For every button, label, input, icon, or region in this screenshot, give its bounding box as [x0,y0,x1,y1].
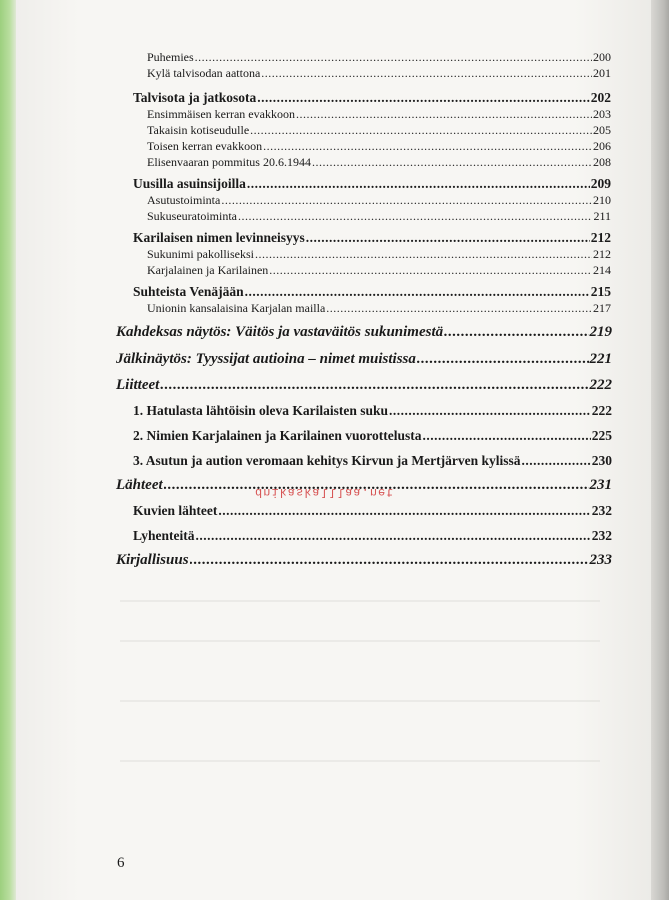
leader-dots [257,90,589,106]
toc-chapter-page: 221 [589,351,612,367]
toc-chapter-page: 233 [589,552,612,568]
toc-section[interactable] [133,90,611,106]
toc-chapter[interactable] [116,351,612,368]
leader-dots [196,528,591,544]
toc-section-page: 209 [590,176,611,191]
toc-entry-page: 201 [593,66,611,80]
toc-entry-page: 217 [593,301,611,315]
toc-section-label: Uusilla asuinsijoilla [133,176,246,191]
toc-section-page: 232 [591,503,612,518]
toc-chapter-label: Kirjallisuus [116,552,189,568]
toc-section-page: 202 [590,90,611,105]
show-through-line [120,600,600,602]
toc-entry-label: Elisenvaaran pommitus 20.6.1944 [147,155,311,169]
toc-entry-page: 203 [593,107,611,121]
toc-appendix-label: 1. Hatulasta lähtöisin oleva Karilaisten suku [133,403,389,418]
mirrored-stamp-watermark: dnikaskalllaa.net [255,485,395,499]
toc-section[interactable] [133,284,611,300]
toc-entry[interactable] [147,247,611,262]
leader-dots [238,209,592,224]
toc-chapter-label: Kahdeksas näytös: Väitös ja vastaväitös sukunimestä [116,324,444,340]
toc-entry-label: Unionin kansalaisina Karjalan mailla [147,301,326,315]
leader-dots [263,139,592,154]
leader-dots [417,351,589,368]
toc-entry-page: 200 [593,50,611,64]
toc-chapter[interactable] [116,552,612,569]
toc-chapter-page: 219 [589,324,612,340]
toc-chapter-label: Liitteet [116,377,160,393]
leader-dots [296,107,592,122]
toc-entry-page: 210 [593,193,611,207]
book-edge-green [0,0,16,900]
toc-appendix-page: 225 [591,428,612,443]
leader-dots [269,263,592,278]
toc-entry-page: 214 [593,263,611,277]
toc-entry-page: 208 [593,155,611,169]
show-through-line [120,640,600,642]
toc-section-label: Suhteista Venäjään [133,284,244,299]
toc-entry[interactable] [147,193,611,208]
leader-dots [326,301,592,316]
toc-entry-page: 205 [593,123,611,137]
toc-section-label: Talvisota ja jatkosota [133,90,257,105]
toc-appendix-label: 3. Asutun ja aution veromaan kehitys Kirvun ja Mertjärven kylissä [133,453,521,468]
toc-entry[interactable] [147,107,611,122]
toc-section-page: 212 [590,230,611,245]
toc-entry[interactable] [147,50,611,65]
toc-entry[interactable] [147,263,611,278]
toc-section-label: Kuvien lähteet [133,503,218,518]
toc-section[interactable] [133,503,612,519]
leader-dots [261,66,592,81]
toc-entry-label: Takaisin kotiseudulle [147,123,250,137]
toc-chapter[interactable] [116,377,612,394]
leader-dots [190,552,589,569]
toc-entry-label: Sukuseuratoiminta [147,209,237,223]
toc-entry-label: Asutustoiminta [147,193,221,207]
leader-dots [218,503,590,519]
toc-entry[interactable] [147,139,611,154]
leader-dots [255,247,592,262]
leader-dots [522,453,591,469]
toc-entry-label: Karjalainen ja Karilainen [147,263,269,277]
leader-dots [250,123,592,138]
toc-section[interactable] [133,176,611,192]
toc-entry-page: 206 [593,139,611,153]
toc-entry[interactable] [147,209,611,224]
show-through-line [120,760,600,762]
toc-entry[interactable] [147,155,611,170]
toc-appendix-page: 222 [591,403,612,418]
toc-appendix[interactable] [133,428,612,444]
leader-dots [160,377,588,394]
toc-appendix[interactable] [133,403,612,419]
toc-section[interactable] [133,230,611,246]
toc-entry-page: 211 [593,209,611,223]
toc-appendix-label: 2. Nimien Karjalainen ja Karilainen vuorottelusta [133,428,422,443]
toc-entry[interactable] [147,66,611,81]
leader-dots [444,324,588,341]
toc-section-label: Lyhenteitä [133,528,195,543]
leader-dots [245,284,590,300]
toc-entry-label: Ensimmäisen kerran evakkoon [147,107,295,121]
toc-chapter-page: 222 [589,377,612,393]
leader-dots [247,176,590,192]
leader-dots [423,428,591,444]
toc-entry-label: Toisen kerran evakkoon [147,139,263,153]
toc-chapter-label: Lähteet [116,477,163,493]
toc-chapter-page: 231 [589,477,612,493]
toc-section-page: 215 [590,284,611,299]
toc-entry-label: Puhemies [147,50,194,64]
toc-entry[interactable] [147,301,611,316]
toc-section-page: 232 [591,528,612,543]
toc-appendix-page: 230 [591,453,612,468]
toc-section-label: Karilaisen nimen levinneisyys [133,230,305,245]
page-number: 6 [117,855,125,871]
toc-entry-page: 212 [593,247,611,261]
show-through-line [120,700,600,702]
toc-section[interactable] [133,528,612,544]
toc-entry-label: Kylä talvisodan aattona [147,66,261,80]
leader-dots [221,193,592,208]
toc-entry-label: Sukunimi pakolliseksi [147,247,255,261]
leader-dots [312,155,592,170]
page-gutter-shadow [651,0,669,900]
leader-dots [306,230,590,246]
leader-dots [195,50,592,65]
toc-chapter-label: Jälkinäytös: Tyyssijat autioina – nimet muistissa [116,351,416,367]
toc-chapter[interactable] [116,324,612,341]
leader-dots [389,403,591,419]
toc-appendix[interactable] [133,453,612,469]
toc-entry[interactable] [147,123,611,138]
